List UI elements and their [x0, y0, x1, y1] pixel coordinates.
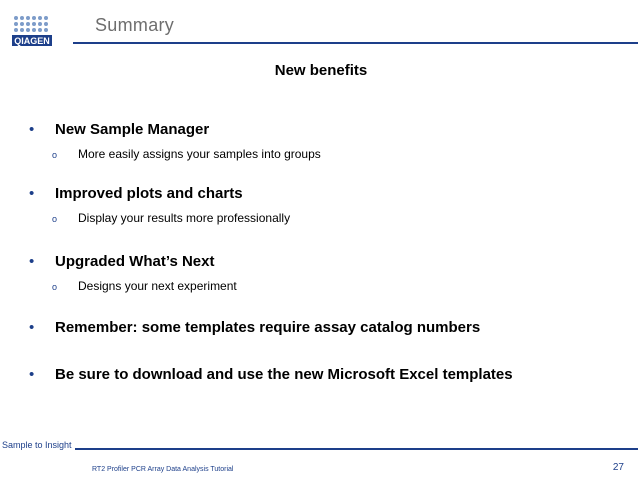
bullet-label: New Sample Manager	[55, 121, 210, 138]
bullet-label: Improved plots and charts	[55, 185, 243, 202]
page-number: 27	[612, 462, 624, 473]
bullet-icon: •	[29, 253, 35, 270]
sub-bullet-text: Display your results more professionally	[78, 211, 291, 225]
sub-bullet-icon: o	[52, 214, 58, 224]
footer-doc-title: RT2 Profiler PCR Array Data Analysis Tutorial	[92, 466, 234, 473]
bullet-item	[29, 185, 243, 202]
sub-bullet-text: More easily assigns your samples into groups	[78, 147, 321, 161]
bullet-label: Upgraded What’s Next	[55, 253, 215, 270]
bullet-item	[29, 253, 214, 270]
sub-bullet-item	[52, 147, 321, 161]
bullet-item	[29, 121, 209, 138]
bullet-item	[29, 319, 480, 336]
header-divider	[73, 42, 638, 44]
sub-bullet-item	[52, 279, 237, 293]
slide-subtitle: New benefits	[274, 62, 368, 79]
bullet-label: Remember: some templates require assay catalog numbers	[55, 319, 481, 336]
sub-bullet-text: Designs your next experiment	[78, 279, 237, 293]
sub-bullet-item	[52, 211, 290, 225]
svg-text:QIAGEN: QIAGEN	[14, 36, 50, 46]
footer-divider	[0, 448, 638, 450]
footer-tagline: Sample to Insight	[0, 440, 75, 450]
bullet-icon: •	[29, 319, 35, 336]
sub-bullet-icon: o	[52, 150, 58, 160]
slide-title: Summary	[95, 15, 175, 35]
bullet-label: Be sure to download and use the new Microsoft Excel templates	[55, 366, 513, 383]
sub-bullet-icon: o	[52, 282, 58, 292]
qiagen-logo	[10, 14, 58, 50]
bullet-icon: •	[29, 185, 35, 202]
bullet-icon: •	[29, 366, 35, 383]
bullet-item	[29, 366, 513, 383]
bullet-icon: •	[29, 121, 35, 138]
